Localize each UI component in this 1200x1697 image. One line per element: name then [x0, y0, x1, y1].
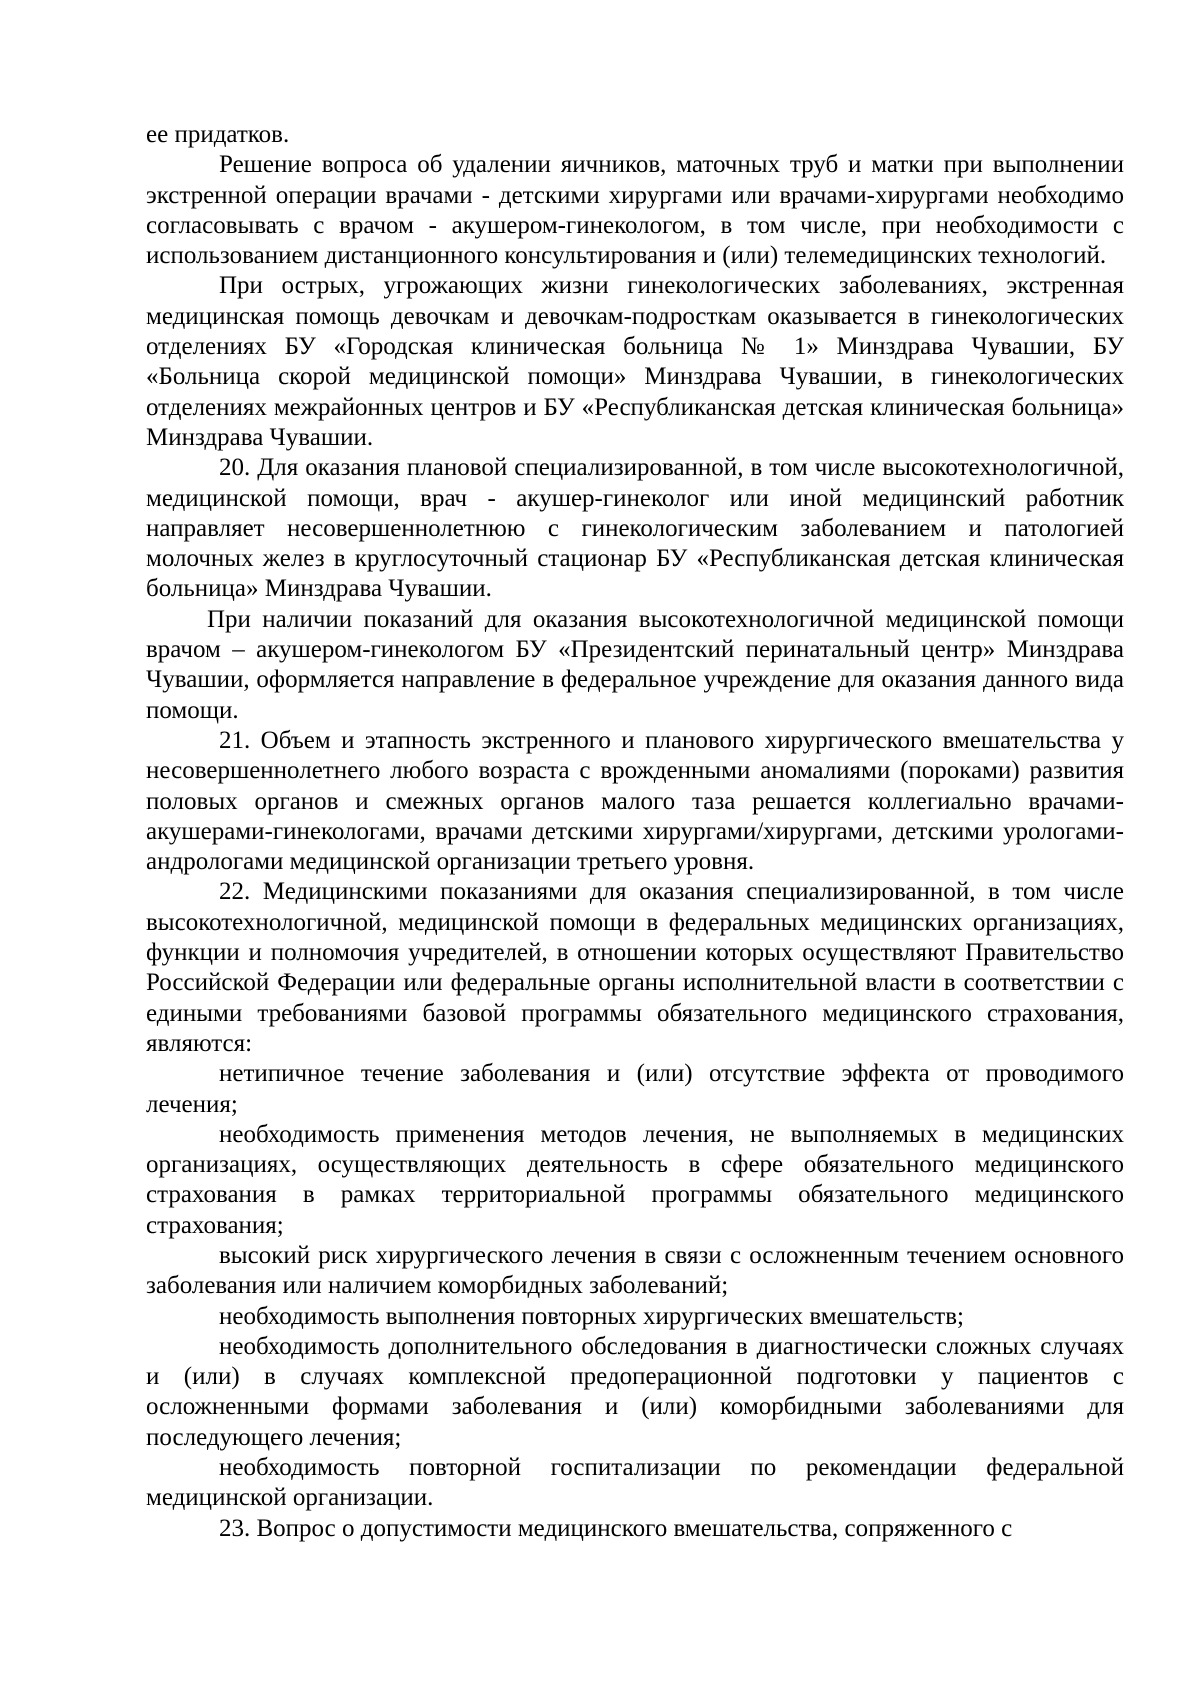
document-page: [146, 120, 1124, 1544]
paragraph-item-23: 23. Вопрос о допустимости медицинского вмешательства, сопряженного с: [219, 1514, 1013, 1542]
paragraph-item-21: 21. Объем и этапность экстренного и планового хирургического вмешательства у несовершеннолетнего любого возраста с врожденными аномалиями (пороками) развития половых органов и смежных органов малого таза решается коллегиально врачами-акушерами-гинекологами, врачами детскими хирургами/хирургами, детскими урологами-андрологами медицинской организации третьего уровня.: [146, 726, 1124, 876]
list-item-repeat-surgery: необходимость выполнения повторных хирургических вмешательств;: [219, 1302, 964, 1330]
paragraph-ovary-removal: Решение вопроса об удалении яичников, маточных труб и матки при выполнении экстренной операции врачами - детскими хирургами или врачами-хирургами необходимо согласовывать с врачом - акушером-гинекологом, в том числе, при необходимости с использованием дистанционного консультирования и (или) телемедицинских технологий.: [146, 151, 1124, 270]
list-item-atypical-course: нетипичное течение заболевания и (или) отсутствие эффекта от проводимого лечения;: [146, 1060, 1124, 1118]
paragraph-item-22: 22. Медицинскими показаниями для оказания специализированной, в том числе высокотехнологичной, медицинской помощи в федеральных медицинских организациях, функции и полномочия учредителей, в отношении которых осуществляют Правительство Российской Федерации или федеральные органы исполнительной власти в соответствии с едиными требованиями базовой программы обязательного медицинского страхования, являются:: [146, 878, 1124, 1057]
list-item-treatment-methods: необходимость применения методов лечения, не выполняемых в медицинских организациях, осуществляющих деятельность в сфере обязательного медицинского страхования в рамках территориальной программы обязательного медицинского страхования;: [146, 1120, 1124, 1239]
paragraph-high-tech-referral: При наличии показаний для оказания высокотехнологичной медицинской помощи врачом – акушером-гинекологом БУ «Президентский перинатальный центр» Минздрава Чувашии, оформляется направление в федеральное учреждение для оказания данного вида помощи.: [146, 605, 1124, 724]
paragraph-item-20: 20. Для оказания плановой специализированной, в том числе высокотехнологичной, медицинской помощи, врач - акушер-гинеколог или иной медицинский работник направляет несовершеннолетнюю с гинекологическим заболеванием и патологией молочных желез в круглосуточный стационар БУ «Республиканская детская клиническая больница» Минздрава Чувашии.: [146, 454, 1124, 603]
list-item-rehospitalization: необходимость повторной госпитализации по рекомендации федеральной медицинской организации.: [146, 1454, 1124, 1512]
paragraph-continuation: ее придатков.: [146, 121, 290, 148]
list-item-high-risk: высокий риск хирургического лечения в связи с осложненным течением основного заболевания или наличием коморбидных заболеваний;: [146, 1241, 1124, 1300]
list-item-additional-exam: необходимость дополнительного обследования в диагностически сложных случаях и (или) в случаях комплексной предоперационной подготовки у пациентов с осложненными формами заболевания и (или) коморбидными заболеваниями для последующего лечения;: [146, 1332, 1124, 1451]
paragraph-emergency-care: При острых, угрожающих жизни гинекологических заболеваниях, экстренная медицинская помощь девочкам и девочкам-подросткам оказывается в гинекологических отделениях БУ «Городская клиническая больница № 1» Минздрава Чувашии, БУ «Больница скорой медицинской помощи» Минздрава Чувашии, в гинекологических отделениях межрайонных центров и БУ «Республиканская детская клиническая больница» Минздрава Чувашии.: [146, 272, 1124, 451]
